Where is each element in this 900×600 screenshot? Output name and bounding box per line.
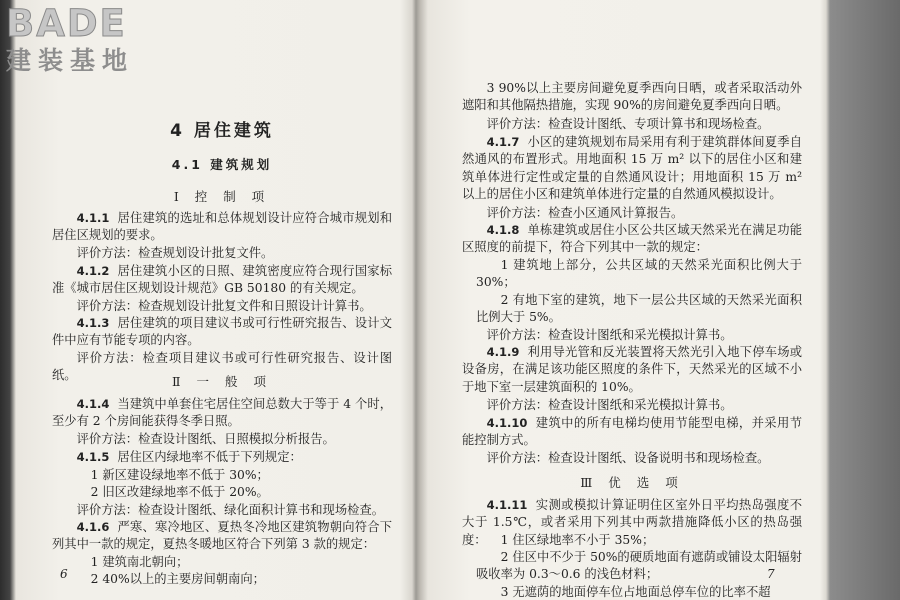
list-item: 2 40%以上的主要房间朝南向； xyxy=(90,572,265,586)
clause-text: 居住建筑小区的日照、建筑密度应符合现行国家标准《城市居住区规划设计规范》GB 50180 的有关规定。 xyxy=(52,264,392,296)
evaluation-note: 评价方法：检查设计图纸和采光模拟计算书。 xyxy=(486,328,733,342)
evaluation-note: 评价方法：检查设计图纸、日照模拟分析报告。 xyxy=(76,432,335,446)
evaluation-note: 评价方法：检查规划设计批复文件和日照设计计算书。 xyxy=(76,299,372,313)
evaluation-note: 评价方法：检查项目建议书或可行性研究报告、设计图纸。 xyxy=(52,351,392,383)
clause-number: 4.1.10 xyxy=(486,416,528,430)
clause xyxy=(462,134,802,204)
clause xyxy=(462,415,802,450)
evaluation-note: 评价方法：检查小区通风计算报告。 xyxy=(486,206,684,220)
clause xyxy=(52,210,392,245)
evaluation-note: 评价方法：检查设计图纸、绿化面积计算书和现场检查。 xyxy=(76,503,385,517)
clause xyxy=(462,344,802,396)
page-number: 7 xyxy=(767,567,775,581)
logo-brand: BADE xyxy=(6,2,127,45)
list-item: 1 住区绿地率不小于 35%； xyxy=(500,533,655,547)
clause-number: 4.1.3 xyxy=(76,316,110,330)
clause-text: 居住建筑的选址和总体规划设计应符合城市规划和居住区规划的要求。 xyxy=(52,211,392,243)
clause-text: 建筑中的所有电梯均使用节能型电梯，并采用节能控制方式。 xyxy=(462,416,802,448)
clause-number: 4.1.8 xyxy=(486,223,520,237)
clause-text: 严寒、寒冷地区、夏热冬冷地区建筑物朝向符合下列其中一款的规定，夏热冬暖地区符合下列第 3 款的规定： xyxy=(52,520,392,552)
clause xyxy=(52,449,392,466)
clause xyxy=(52,519,392,554)
category-heading: Ⅱ 一 般 项 xyxy=(172,374,272,389)
list-item: 2 旧区改建绿地率不低于 20%。 xyxy=(90,485,269,499)
list-item: 1 建筑地上部分，公共区域的天然采光面积比例大于 30%； xyxy=(476,258,802,290)
clause-number: 4.1.11 xyxy=(486,498,528,512)
clause-text: 当建筑中单套住宅居住空间总数大于等于 4 个时，至少有 2 个房间能获得冬季日照。 xyxy=(52,397,392,429)
category-heading: Ⅲ 优 选 项 xyxy=(580,475,684,490)
section-title: 4.1 建筑规划 xyxy=(171,157,273,172)
list-item: 1 新区建设绿地率不低于 30%； xyxy=(90,468,269,482)
clause-number: 4.1.1 xyxy=(76,211,110,225)
bade-logo xyxy=(6,4,174,84)
category-heading: Ⅰ 控 制 项 xyxy=(173,189,271,204)
logo-subtitle: 建装基地 xyxy=(6,46,135,75)
clause-number: 4.1.2 xyxy=(76,264,110,278)
clause xyxy=(52,396,392,431)
clause-number: 4.1.4 xyxy=(76,397,110,411)
list-item: 2 有地下室的建筑，地下一层公共区域的天然采光面积比例大于 5%。 xyxy=(476,293,802,325)
list-item: 3 90%以上主要房间避免夏季西向日晒，或者采取活动外遮阳和其他隔热措施，实现 90%的房间避免夏季西向日晒。 xyxy=(462,81,802,113)
clause-number: 4.1.6 xyxy=(76,520,110,534)
evaluation-note: 评价方法：检查设计图纸、专项计算书和现场检查。 xyxy=(486,117,770,131)
page-number: 6 xyxy=(60,567,68,581)
clause xyxy=(462,222,802,257)
clause-number: 4.1.9 xyxy=(486,345,520,359)
clause xyxy=(52,315,392,350)
evaluation-note: 评价方法：检查设计图纸和采光模拟计算书。 xyxy=(486,398,733,412)
clause-text: 实测或模拟计算证明住区室外日平均热岛强度不大于 1.5℃，或者采用下列其中两款措施降低小区的热岛强度： xyxy=(462,498,802,547)
clause-text: 单栋建筑或居住小区公共区域天然采光在满足功能区照度的前提下，符合下列其中一款的规定： xyxy=(462,223,802,255)
clause-text: 利用导光管和反光装置将天然光引入地下停车场或设备房，在满足该功能区照度的条件下，天然采光的区域不小于地下室一层建筑面积的 10%。 xyxy=(462,345,802,394)
clause-text: 小区的建筑规划布局采用有利于建筑群体间夏季自然通风的布置形式。用地面积 15 万 m² 以下的居住小区和建筑单体进行定性或定量的自然通风设计；用地面积 15 万 m² 以上的居住小区和建筑单体进行定量的自然通风模拟设计。 xyxy=(462,135,802,202)
clause-number: 4.1.5 xyxy=(76,450,110,464)
list-item: 1 建筑南北朝向； xyxy=(90,555,189,569)
clause xyxy=(52,263,392,298)
evaluation-note: 评价方法：检查设计图纸、设备说明书和现场检查。 xyxy=(486,451,770,465)
chapter-title: 4 居住建筑 xyxy=(170,121,274,141)
list-item: 3 无遮荫的地面停车位占地面总停车位的比率不超 xyxy=(500,585,771,599)
clause-number: 4.1.7 xyxy=(486,135,520,149)
clause-text: 居住建筑的项目建议书或可行性研究报告、设计文件中应有节能专项的内容。 xyxy=(52,316,392,348)
clause-text: 居住区内绿地率不低于下列规定： xyxy=(117,450,302,464)
evaluation-note: 评价方法：检查规划设计批复文件。 xyxy=(76,246,274,260)
list-item: 2 住区中不少于 50%的硬质地面有遮荫或铺设太阳辐射吸收率为 0.3～0.6 的浅色材料； xyxy=(476,550,802,582)
